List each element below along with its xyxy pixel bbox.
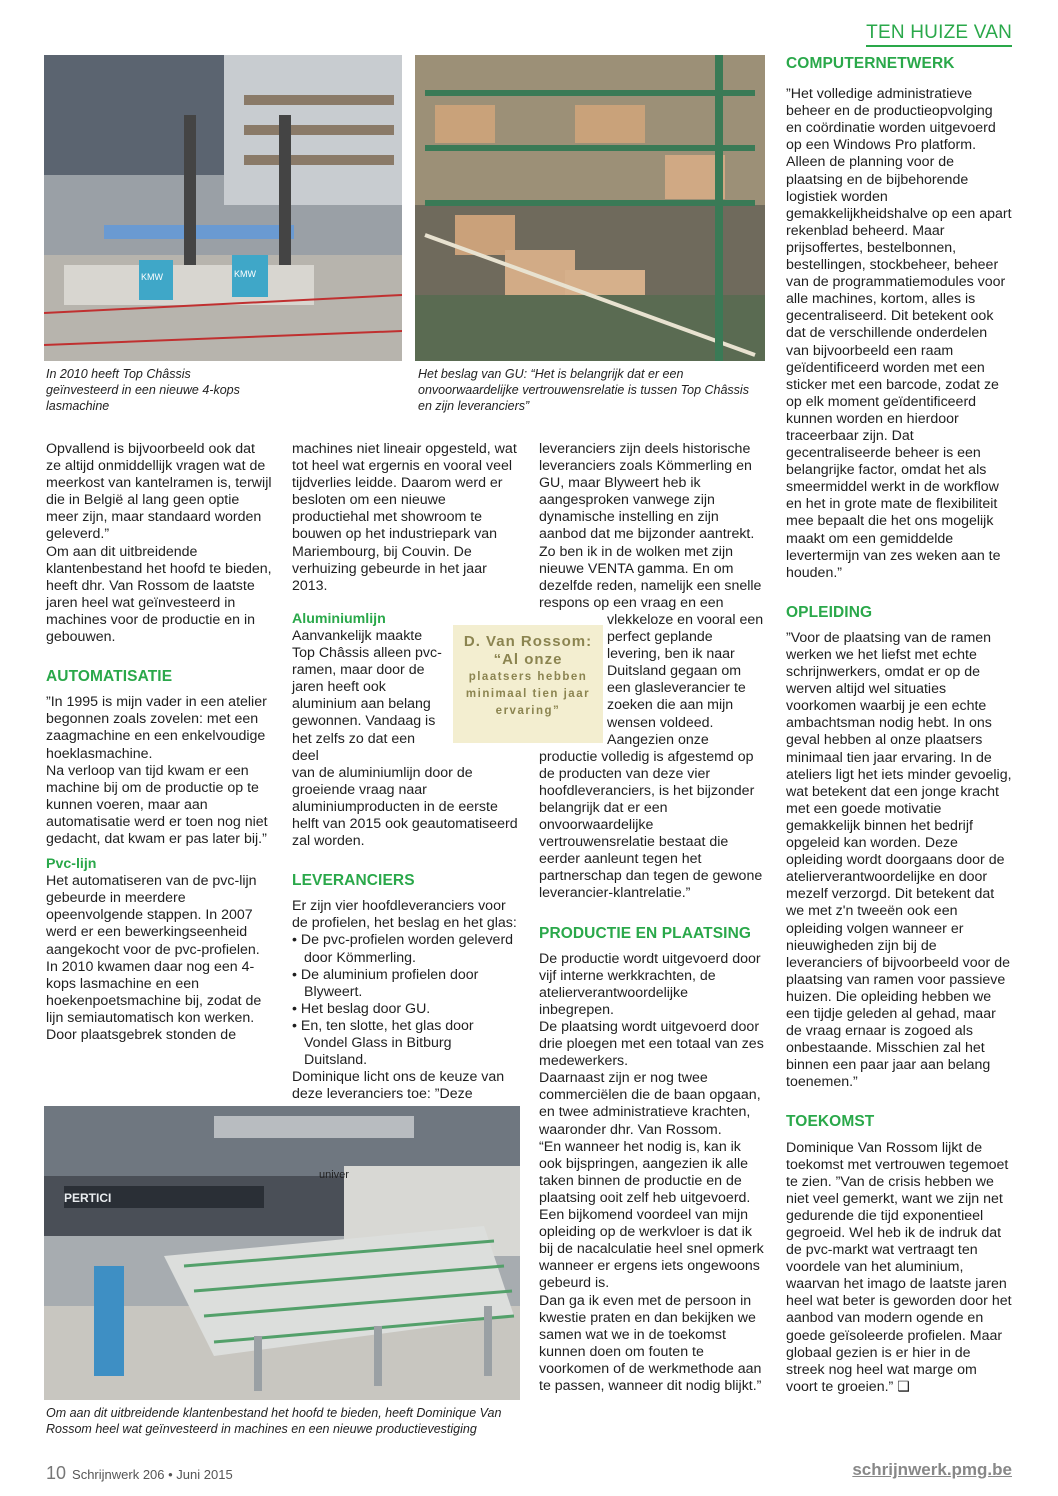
- heading-computernetwerk: COMPUTERNETWERK: [786, 55, 955, 72]
- caption-photo1: In 2010 heeft Top Châssis geïnvesteerd in een nieuwe 4-kops lasmachine: [46, 367, 240, 413]
- kmw-logo-a: KMW: [141, 272, 163, 282]
- heading-automatisatie: AUTOMATISATIE: [46, 668, 173, 686]
- col1-para-4: Na verloop van tijd kwam er een machine bij om de productie op te kunnen voeren, maar aan automatisatie werd er toen nog niet gedacht, dat kwam er pas later bij.”: [46, 762, 268, 847]
- quote-line-5: ervaring”: [495, 705, 561, 717]
- col2-para-4: Dominique licht ons de keuze van deze leveranciers toe: ”Deze: [292, 1069, 505, 1103]
- col4-para-2: ”Voor de plaatsing van de ramen werken we het liefst met echte schrijnwerkers, omdat er op de werven altijd wel situaties voorkomen waarbij je een echte ambachtsman nodig hebt. In ons geval hebben al onze plaatsers minimaal tien jaar ervaring. In de ateliers ligt het iets minder gevoelig, wat betekent dat een jonge kracht met een goede motivatie gemakkelijk binnen het bedrijf opgeleid kan worden. Deze opleiding wordt doorgaans door de atelierverantwoordelijke en door mezelf verzorgd. Dit betekent dat we met z'n tweeën ook een opleiding volgen wanneer er nieuwigheden zijn bij de leveranciers of bijvoorbeeld voor de plaatsing van ramen voor passieve huizen. Die opleiding hebben we een tijdje geleden al gehad, maar de vraag ernaar is zogoed als onbestaande. Misschien zal het binnen een paar jaar aan belang toenemen.”: [786, 629, 1012, 1091]
- footer-left: [46, 1463, 233, 1484]
- quote-line-1: D. Van Rossom:: [463, 633, 593, 650]
- photo-hardware-shelves: [415, 55, 765, 361]
- col4-para-1: ”Het volledige administratieve beheer en de productieopvolging en coördinatie worden uitgevoerd op een Windows Pro platform. Alleen de planning voor de plaatsing en de bijbehorende logistiek worden gemakkelijkheidshalve op een apart rekenblad beheerd. Maar prijsoffertes, bestelbonnen, bestellingen, stockbeheer, beheer van de programmatiemodules voor alle machines, kortom, alles is gecentraliseerd. Dit betekent ook dat de verschillende onderdelen van bijvoorbeeld een raam geïdentificeerd worden met een sticker met een barcode, zodat ze op elk moment geïdentificeerd kunnen worden en hierdoor traceerbaar zijn. Dat gecentraliseerde beheer is een belangrijke factor, omdat het als smeermiddel werkt in de workflow en het in grote mate de flexibiliteit mee bepaalt die het ons mogelijk maakt om een gemiddelde levertermijn van zes weken aan te houden.”: [786, 86, 1012, 581]
- footer-url-link[interactable]: schrijnwerk.pmg.be: [852, 1460, 1012, 1479]
- col3-para-2: Aangezien onze productie volledig is afgestemd op de producten van deze vier hoofdleveranciers, is het bijzonder belangrijk dat er een onvoorwaardelijke vertrouwensrelatie bestaat die eerder aanleunt tegen het partnerschap dan tegen de gewone leverancier-klantrelatie.”: [539, 731, 763, 902]
- col2-para-2a: Aanvankelijk maakte Top Châssis alleen pvc-ramen, maar door de jaren heeft ook aluminium aan belang gewonnen. Vandaag is het zelfs zo dat een deel: [292, 627, 442, 764]
- pertici-logo: PERTICI: [64, 1191, 112, 1205]
- col3-para-6: “En wanneer het nodig is, kan ik ook bijspringen, aangezien ik alle taken binnen de productie en de plaatsing ooit zelf heb uitgevoerd. Een bijkomend voordeel van mijn opleiding op de werkvloer is dat ik bij de nacalculatie heel snel opmerk wanneer er ergens iets ongewoons gebeurd is.: [539, 1138, 764, 1292]
- column-4: [786, 55, 1012, 1396]
- kmw-logo-b: KMW: [234, 269, 256, 279]
- col1-para-3: ”In 1995 is mijn vader in een atelier begonnen zoals zovelen: met een zaagmachine en een enkelvoudige hoeklasmachine.: [46, 694, 267, 762]
- col1-para-1: Opvallend is bijvoorbeeld ook dat ze altijd onmiddellijk vragen wat de meerkost van kantelramen is, terwijl die in België al lang geen optie meer zijn, maar standaard worden geleverd.”: [46, 441, 272, 543]
- col1-para-2: Om aan dit uitbreidende klantenbestand het hoofd te bieden, heeft dhr. Van Rossom de laatste jaren heel wat geïnvesteerd in machines voor de productie en in gebouwen.: [46, 543, 272, 646]
- quote-line-4: minimaal tien jaar: [465, 688, 591, 700]
- quote-line-3: plaatsers hebben: [468, 671, 588, 683]
- heading-opleiding: OPLEIDING: [786, 603, 873, 621]
- col3-para-5: Daarnaast zijn er nog twee commerciëlen die de baan opgaan, en twee administratieve krachten, waaronder dhr. Van Rossom.: [539, 1070, 761, 1138]
- univer-label: univer: [319, 1169, 349, 1181]
- caption-photo2: Het beslag van GU: “Het is belangrijk dat er een onvoorwaardelijke vertrouwensrelatie is tussen Top Châssis en zijn leveranciers”: [418, 367, 749, 413]
- bullet-item: • De pvc-profielen worden geleverd door Kömmerling.: [292, 932, 514, 966]
- photo-production-hall: [44, 1106, 520, 1400]
- end-mark-icon: ❑: [897, 1378, 910, 1395]
- col2-para-3: Er zijn vier hoofdleveranciers voor de profielen, het beslag en het glas:: [292, 898, 517, 932]
- bullet-item: • Het beslag door GU.: [292, 1000, 431, 1017]
- quote-line-2: “Al onze: [493, 651, 563, 668]
- section-tag: TEN HUIZE VAN: [866, 22, 1012, 47]
- column-3: [539, 441, 765, 1395]
- col3-para-1b: vlekkeloze en vooral een perfect geplande levering, ben ik naar Duitsland gegaan om een glasleverancier te zoeken die aan mijn wensen voldeed.: [607, 611, 764, 731]
- col3-para-7: Dan ga ik even met de persoon in kwestie praten en dan bekijken we samen wat we in de toekomst kunnen doen om fouten te voorkomen of de werkmethode aan te passen, wanneer dit nodig blijkt.”: [539, 1292, 762, 1394]
- page-number: 10: [46, 1463, 67, 1483]
- heading-productie-en-plaatsing: PRODUCTIE EN PLAATSING: [539, 924, 752, 942]
- issue-info: Schrijnwerk 206 • Juni 2015: [72, 1467, 233, 1482]
- col4-para-3: Dominique Van Rossom lijkt de toekomst met vertrouwen tegemoet te zien. ”Van de crisis hebben we niet veel gemerkt, want we zijn net gedurende die tijd exponentieel gegroeid. Wel heb ik de indruk dat de pvc-markt wat vertraagt ten voordele van het aluminium, waarvan het imago de laatste jaren heel wat beter is geworden door het aanbod van modern ogende en goede geïsoleerde profielen. Maar globaal gezien is er hier in de streek nog heel wat marge om voort te groeien.” ❑: [786, 1139, 1012, 1395]
- col2-para-1: machines niet lineair opgesteld, wat tot heel wat ergernis en vooral veel tijdverlies leidde. Daarom werd er besloten om een nieuwe productiehal met showroom te bouwen op het industriepark van Mariembourg, bij Couvin. De verhuizing gebeurde in het jaar 2013.: [292, 441, 517, 594]
- col3-para-3: De productie wordt uitgevoerd door vijf interne werkkrachten, de atelierverantwoordelijke inbegrepen.: [539, 950, 761, 1018]
- caption-photo3: Om aan dit uitbreidende klantenbestand het hoofd te bieden, heeft Dominique Van Rossom heel wat geïnvesteerd in machines en een nieuwe productievestiging: [46, 1406, 502, 1436]
- heading-leveranciers: LEVERANCIERS: [292, 872, 415, 890]
- bullet-item: • De aluminium profielen door Blyweert.: [292, 966, 479, 1000]
- column-1: [46, 441, 272, 1044]
- photo-welding-machine: [44, 55, 402, 361]
- heading-toekomst: TOEKOMST: [786, 1113, 875, 1131]
- col3-para-1a: leveranciers zijn deels historische leveranciers zoals Kömmerling en GU, maar Blyweert heb ik aangesproken vanwege zijn dynamische instelling en zijn aanbod dat me bijzonder aantrekt. Zo ben ik in de wolken met zijn nieuwe VENTA gamma. En om dezelfde reden, namelijk een snelle respons op een vraag en een: [539, 441, 762, 611]
- column-2: [292, 441, 518, 1103]
- col2-para-2b: van de aluminiumlijn door de groeiende vraag naar aluminiumproducten in de eerste helft van 2015 ook geautomatiseerd zal worden.: [292, 764, 518, 850]
- subheading-aluminiumlijn: Aluminiumlijn: [292, 610, 386, 627]
- bullet-item: • En, ten slotte, het glas door Vondel Glass in Bitburg Duitsland.: [292, 1017, 474, 1069]
- col3-para-4: De plaatsing wordt uitgevoerd door drie ploegen met een totaal van zes medewerkers.: [539, 1019, 764, 1070]
- col1-para-5: Het automatiseren van de pvc-lijn gebeurde in meerdere opeenvolgende stappen. In 2007 werd er een bewerkingseenheid aangekocht voor de pvc-profielen. In 2010 kwamen daar nog een 4-kops lasmachine en een hoekenpoetsmachine bij, zodat de lijn semiautomatisch kon werken. Door plaatsgebrek stonden de: [46, 873, 262, 1043]
- subheading-pvc-lijn: Pvc-lijn: [46, 856, 97, 873]
